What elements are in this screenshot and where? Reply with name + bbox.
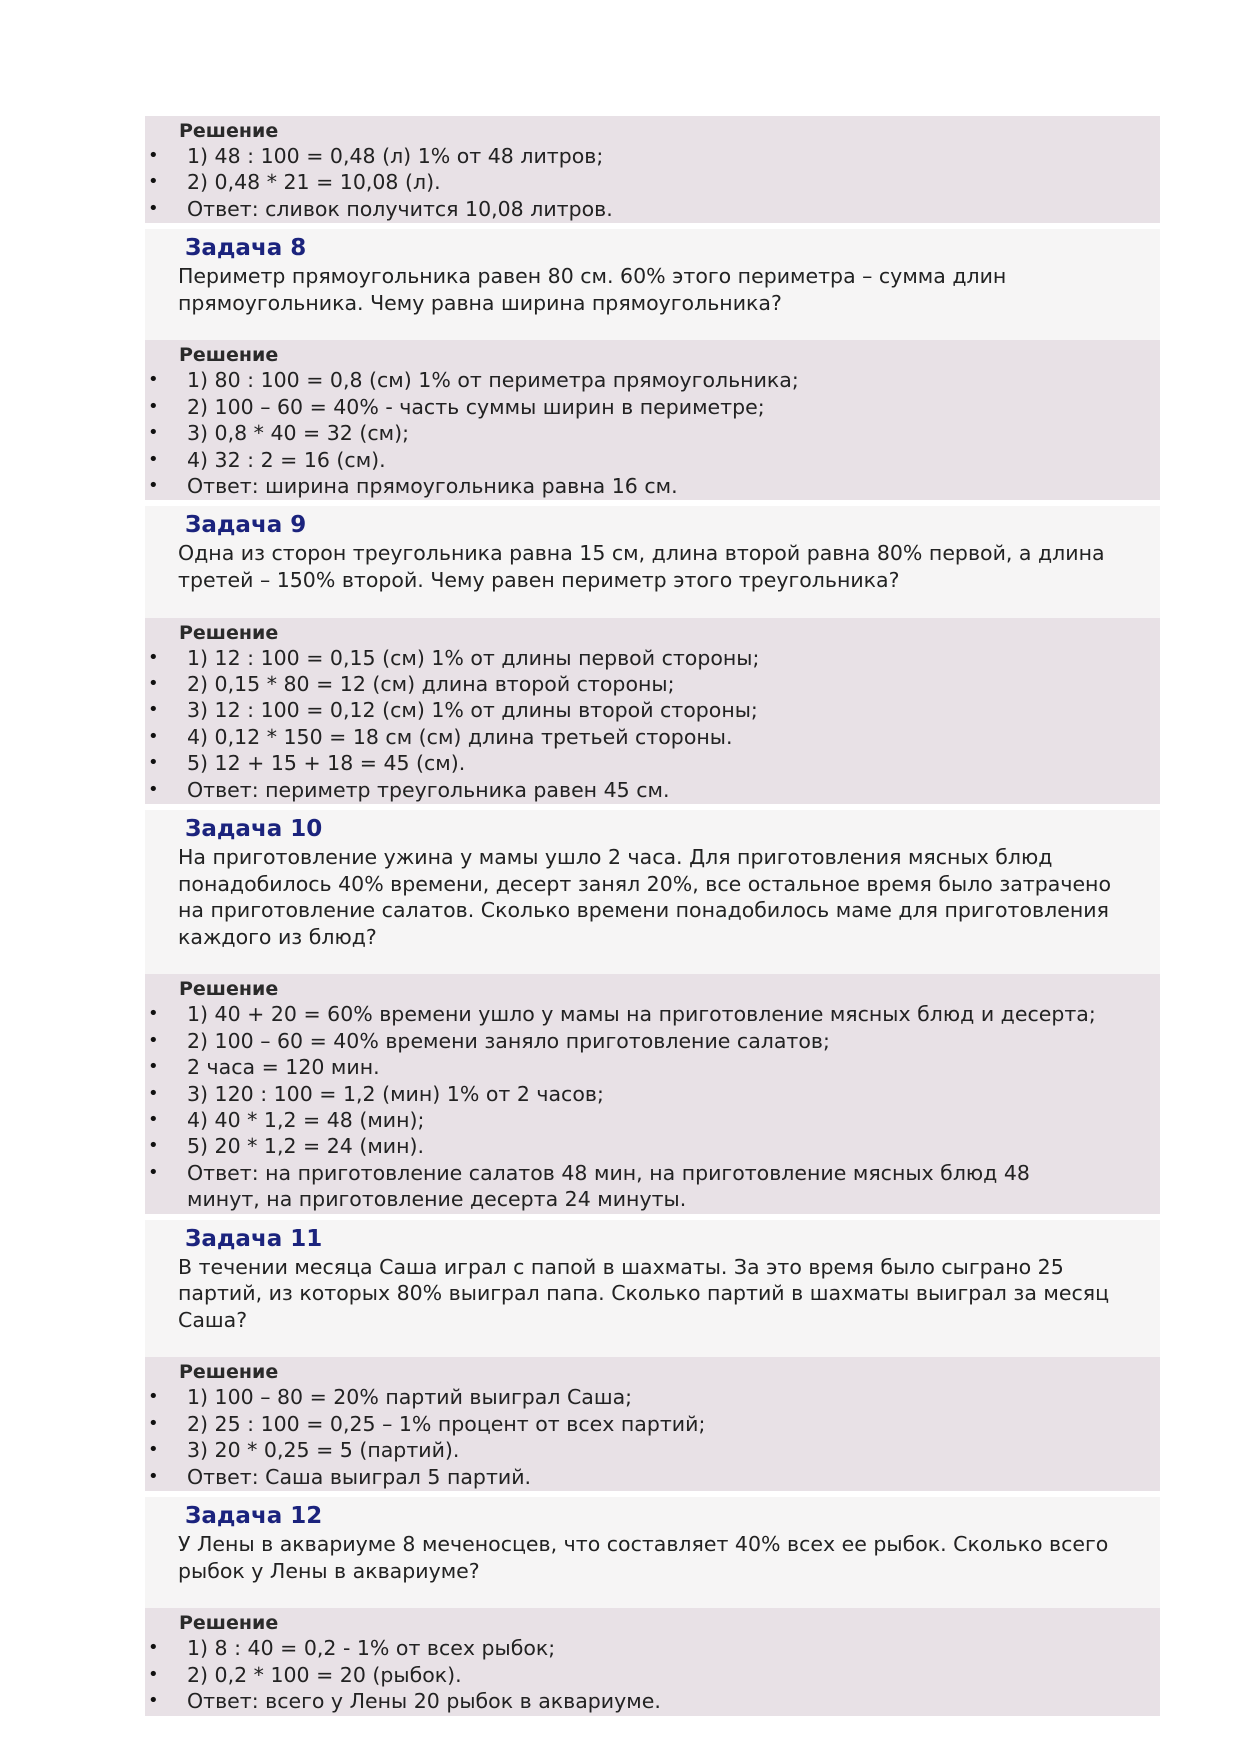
solution-step: • 4) 32 : 2 = 16 (см).: [145, 447, 1160, 473]
solution-step: • 2) 25 : 100 = 0,25 – 1% процент от всех партий;: [145, 1411, 1160, 1437]
task-block: [145, 506, 1160, 617]
solution-step: • 2) 100 – 60 = 40% времени заняло приготовление салатов;: [145, 1028, 1160, 1054]
solution-step: • Ответ: всего у Лены 20 рыбок в аквариуме.: [145, 1688, 1160, 1714]
solution-label: Решение: [179, 120, 279, 142]
solution-step: • 1) 80 : 100 = 0,8 (см) 1% от периметра прямоугольника;: [145, 367, 1160, 393]
solution-step: • 1) 40 + 20 = 60% времени ушло у мамы на приготовление мясных блюд и десерта;: [145, 1001, 1160, 1027]
solution-block: [145, 618, 1160, 804]
solution-step: • Ответ: на приготовление салатов 48 мин, на приготовление мясных блюд 48 минут, на приготовление десерта 24 минуты.: [145, 1160, 1160, 1213]
solution-step: • 3) 120 : 100 = 1,2 (мин) 1% от 2 часов;: [145, 1081, 1160, 1107]
task-block: [145, 810, 1160, 974]
task-title: Задача 12: [185, 1503, 323, 1530]
solution-step: • 4) 40 * 1,2 = 48 (мин);: [145, 1107, 1160, 1133]
solution-step: • 5) 12 + 15 + 18 = 45 (см).: [145, 750, 1160, 776]
solution-step: • 2 часа = 120 мин.: [145, 1054, 1160, 1080]
task-title: Задача 8: [185, 235, 307, 262]
solution-step: • 1) 12 : 100 = 0,15 (см) 1% от длины первой стороны;: [145, 645, 1160, 671]
solution-step: • 3) 12 : 100 = 0,12 (см) 1% от длины второй стороны;: [145, 697, 1160, 723]
task-text: Одна из сторон треугольника равна 15 см, длина второй равна 80% первой, а длина третей – 150% второй. Чему равен периметр этого треугольника?: [178, 541, 1105, 593]
solution-block: [145, 116, 1160, 223]
solution-step: • 1) 48 : 100 = 0,48 (л) 1% от 48 литров;: [145, 143, 1160, 169]
solution-label: Решение: [179, 621, 279, 644]
task-text: Периметр прямоугольника равен 80 см. 60% этого периметра – сумма длин прямоугольника. Чему равна ширина прямоугольника?: [178, 264, 1007, 315]
task-text: В течении месяца Саша играл с папой в шахматы. За это время было сыграно 25 партий, из которых 80% выиграл папа. Сколько партий в шахматы выиграл за месяц Саша?: [178, 1254, 1110, 1332]
task-title: Задача 10: [185, 816, 323, 843]
solution-step: • Ответ: Саша выиграл 5 партий.: [145, 1464, 1160, 1490]
document-page: [145, 116, 1160, 1716]
solution-step: • 2) 100 – 60 = 40% - часть суммы ширин в периметре;: [145, 394, 1160, 420]
solution-label: Решение: [179, 1612, 279, 1635]
solution-step: • 3) 0,8 * 40 = 32 (см);: [145, 420, 1160, 446]
solution-step: • 3) 20 * 0,25 = 5 (партий).: [145, 1437, 1160, 1463]
task-block: [145, 229, 1160, 340]
task-block: [145, 1220, 1160, 1358]
solution-step: • 4) 0,12 * 150 = 18 см (см) длина третьей стороны.: [145, 724, 1160, 750]
solution-label: Решение: [179, 344, 279, 367]
task-block: [145, 1497, 1160, 1608]
task-text: У Лены в аквариуме 8 меченосцев, что составляет 40% всех ее рыбок. Сколько всего рыбок у Лены в аквариуме?: [178, 1532, 1109, 1583]
solution-block: [145, 1357, 1160, 1491]
solution-step: • Ответ: сливок получится 10,08 литров.: [145, 196, 1160, 222]
solution-step: • Ответ: ширина прямоугольника равна 16 см.: [145, 473, 1160, 499]
task-text: На приготовление ужина у мамы ушло 2 часа. Для приготовления мясных блюд понадобилось 40% времени, десерт занял 20%, все остальное время было затрачено на приготовление салатов. Сколько времени понадобилось маме для приготовления каждого из блюд?: [178, 845, 1112, 949]
solution-block: [145, 340, 1160, 500]
solution-step: • Ответ: периметр треугольника равен 45 см.: [145, 777, 1160, 803]
task-title: Задача 9: [185, 512, 307, 539]
solution-label: Решение: [179, 1361, 279, 1384]
solution-step: • 1) 8 : 40 = 0,2 - 1% от всех рыбок;: [145, 1635, 1160, 1661]
solution-step: • 2) 0,2 * 100 = 20 (рыбок).: [145, 1662, 1160, 1688]
solution-block: [145, 974, 1160, 1213]
solution-step: • 5) 20 * 1,2 = 24 (мин).: [145, 1133, 1160, 1159]
task-title: Задача 11: [185, 1225, 323, 1252]
solution-block: [145, 1608, 1160, 1715]
solution-step: • 2) 0,15 * 80 = 12 (см) длина второй стороны;: [145, 671, 1160, 697]
solution-step: • 1) 100 – 80 = 20% партий выиграл Саша;: [145, 1384, 1160, 1410]
solution-step: • 2) 0,48 * 21 = 10,08 (л).: [145, 169, 1160, 195]
solution-label: Решение: [179, 978, 279, 1001]
